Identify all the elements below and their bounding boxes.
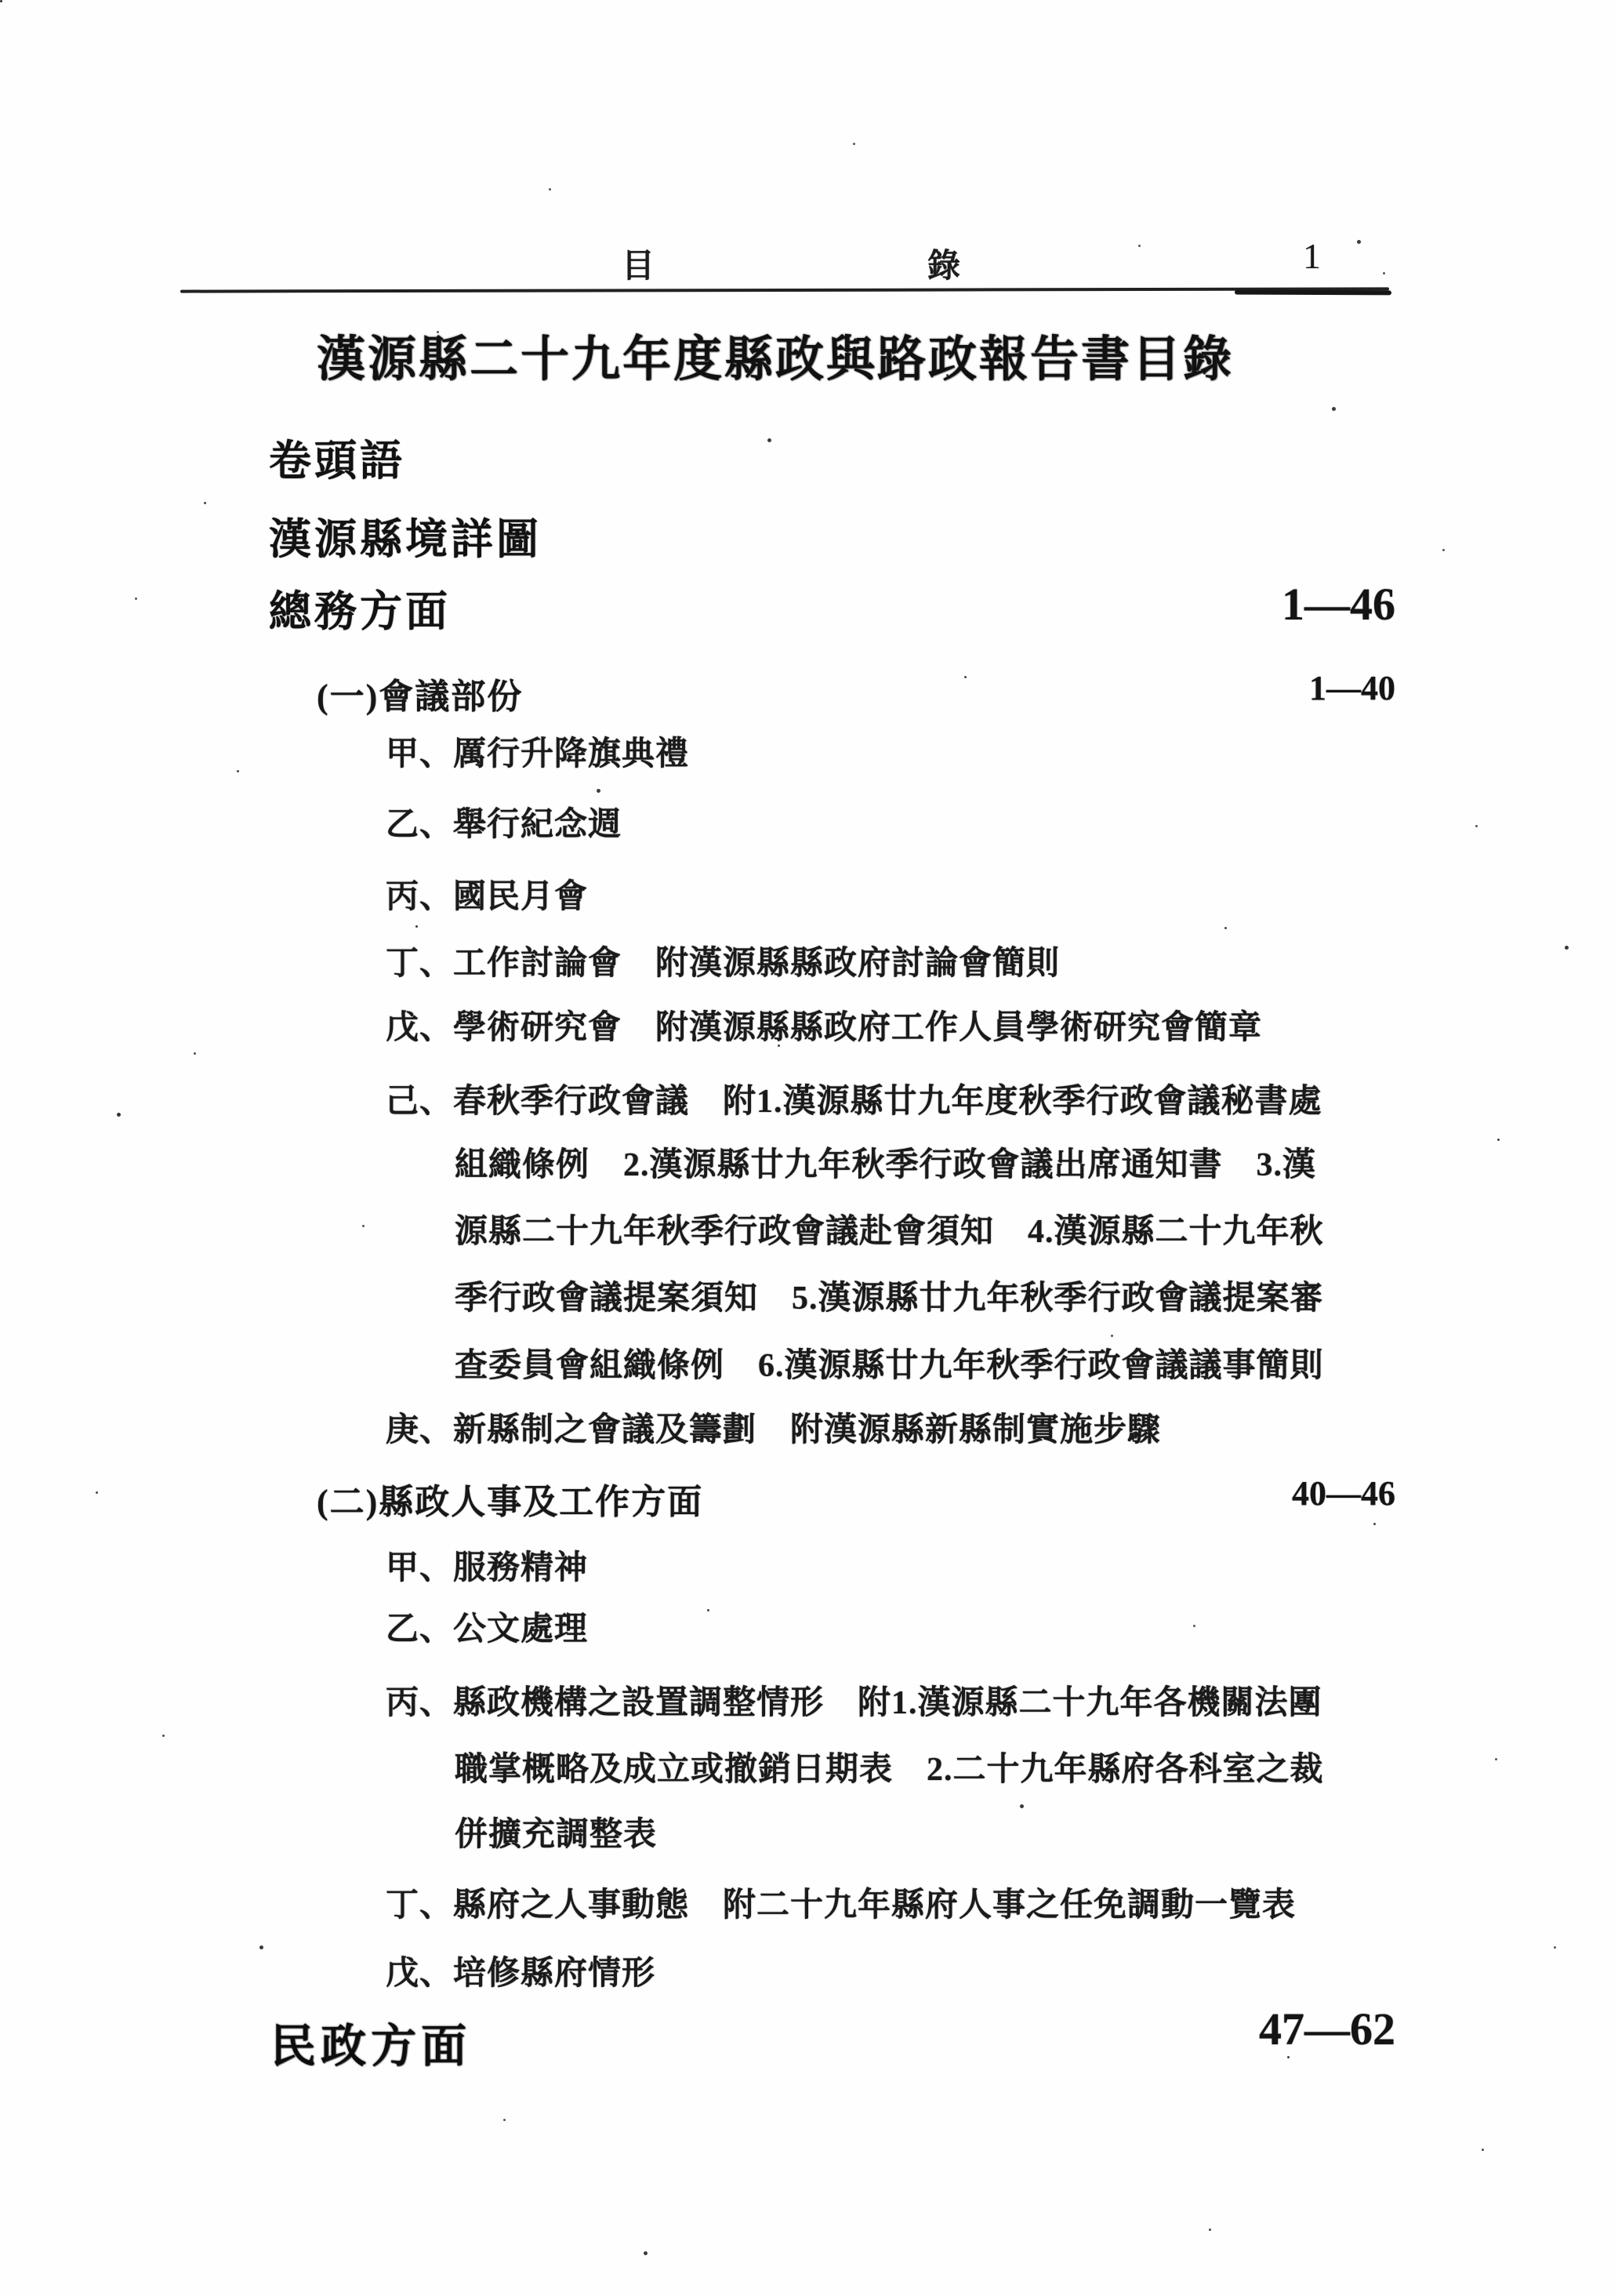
toc-entry-text: 戊、學術研究會 附漢源縣縣政府工作人員學術研究會簡章 bbox=[386, 1010, 1263, 1046]
toc-entry-text: 職掌概略及成立或撤銷日期表 2.二十九年縣府各科室之裁 bbox=[455, 1752, 1324, 1788]
header-rule-heavy-end bbox=[1235, 290, 1391, 296]
toc-entry-continuation bbox=[0, 1743, 1618, 1790]
toc-entry bbox=[0, 2004, 1618, 2075]
toc-page-range: 1—40 bbox=[1309, 669, 1395, 707]
toc-entry-text: 查委員會組織條例 6.漢源縣廿九年秋季行政會議議事簡則 bbox=[455, 1348, 1324, 1384]
toc-entry-continuation bbox=[0, 1205, 1618, 1252]
toc-entry-text: (一)會議部份 bbox=[317, 678, 524, 716]
toc-entry bbox=[0, 1404, 1618, 1451]
toc-entry bbox=[0, 506, 1618, 566]
toc-entry bbox=[0, 668, 1618, 718]
document-title: 漢源縣二十九年度縣政與路政報告書目錄 bbox=[317, 333, 1235, 387]
toc-entry-text: 己、春秋季行政會議 附1.漢源縣廿九年度秋季行政會議秘書處 bbox=[386, 1084, 1322, 1120]
header-title-left: 目 bbox=[622, 249, 655, 285]
scan-noise bbox=[0, 0, 2, 2]
toc-entry bbox=[0, 1001, 1618, 1048]
toc-entry-text: 源縣二十九年秋季行政會議赴會須知 4.漢源縣二十九年秋 bbox=[455, 1214, 1324, 1250]
toc-entry-text: 乙、公文處理 bbox=[386, 1611, 589, 1648]
toc-entry-text: 丁、工作討論會 附漢源縣縣政府討論會簡則 bbox=[386, 946, 1061, 982]
toc-entry bbox=[0, 1677, 1618, 1724]
toc-entry-text: 甲、服務精神 bbox=[386, 1550, 589, 1586]
page-number: 1 bbox=[1303, 236, 1321, 276]
toc-entry-text: 丙、國民月會 bbox=[386, 879, 589, 915]
toc-entry-text: 季行政會議提案須知 5.漢源縣廿九年秋季行政會議提案審 bbox=[455, 1281, 1324, 1317]
toc-page-range: 40—46 bbox=[1292, 1474, 1395, 1513]
toc-entry-text: 卷頭語 bbox=[269, 438, 405, 485]
toc-entry bbox=[0, 1075, 1618, 1122]
toc-entry-text: 甲、厲行升降旗典禮 bbox=[386, 736, 690, 772]
toc-page-range: 1—46 bbox=[1282, 579, 1395, 630]
toc-entry-text: 戊、培修縣府情形 bbox=[386, 1956, 656, 1992]
toc-page-range: 47—62 bbox=[1259, 2004, 1395, 2054]
toc-entry bbox=[0, 1879, 1618, 1926]
header-title-right: 錄 bbox=[927, 249, 961, 285]
toc-entry bbox=[0, 1473, 1618, 1524]
toc-entry-text: 漢源縣境詳圖 bbox=[269, 516, 542, 563]
toc-entry-text: 組織條例 2.漢源縣廿九年秋季行政會議出席通知書 3.漢 bbox=[455, 1147, 1317, 1183]
toc-entry bbox=[0, 798, 1618, 845]
toc-entry-text: (二)縣政人事及工作方面 bbox=[317, 1483, 704, 1521]
toc-entry-text: 丙、縣政機構之設置調整情形 附1.漢源縣二十九年各機關法團 bbox=[386, 1685, 1322, 1721]
toc-entry-continuation bbox=[0, 1808, 1618, 1855]
toc-entry bbox=[0, 1603, 1618, 1650]
toc-entry bbox=[0, 728, 1618, 775]
toc-entry-text: 民政方面 bbox=[270, 2021, 472, 2072]
toc-entry-text: 庚、新縣制之會議及籌劃 附漢源縣新縣制實施步驟 bbox=[386, 1412, 1162, 1448]
toc-entry bbox=[0, 1542, 1618, 1589]
header-rule bbox=[180, 287, 1389, 292]
toc-entry-continuation bbox=[0, 1139, 1618, 1186]
toc-entry-continuation bbox=[0, 1339, 1618, 1386]
toc-entry bbox=[0, 937, 1618, 984]
toc-entry bbox=[0, 578, 1618, 638]
toc-entry bbox=[0, 1947, 1618, 1994]
toc-entry-text: 丁、縣府之人事動態 附二十九年縣府人事之任免調動一覽表 bbox=[386, 1887, 1297, 1924]
toc-entry bbox=[0, 427, 1618, 488]
toc-entry-text: 乙、舉行紀念週 bbox=[386, 807, 622, 843]
toc-entry-text: 併擴充調整表 bbox=[455, 1817, 658, 1853]
toc-entry-continuation bbox=[0, 1272, 1618, 1319]
toc-entry-text: 總務方面 bbox=[269, 588, 451, 635]
toc-entry bbox=[0, 870, 1618, 917]
